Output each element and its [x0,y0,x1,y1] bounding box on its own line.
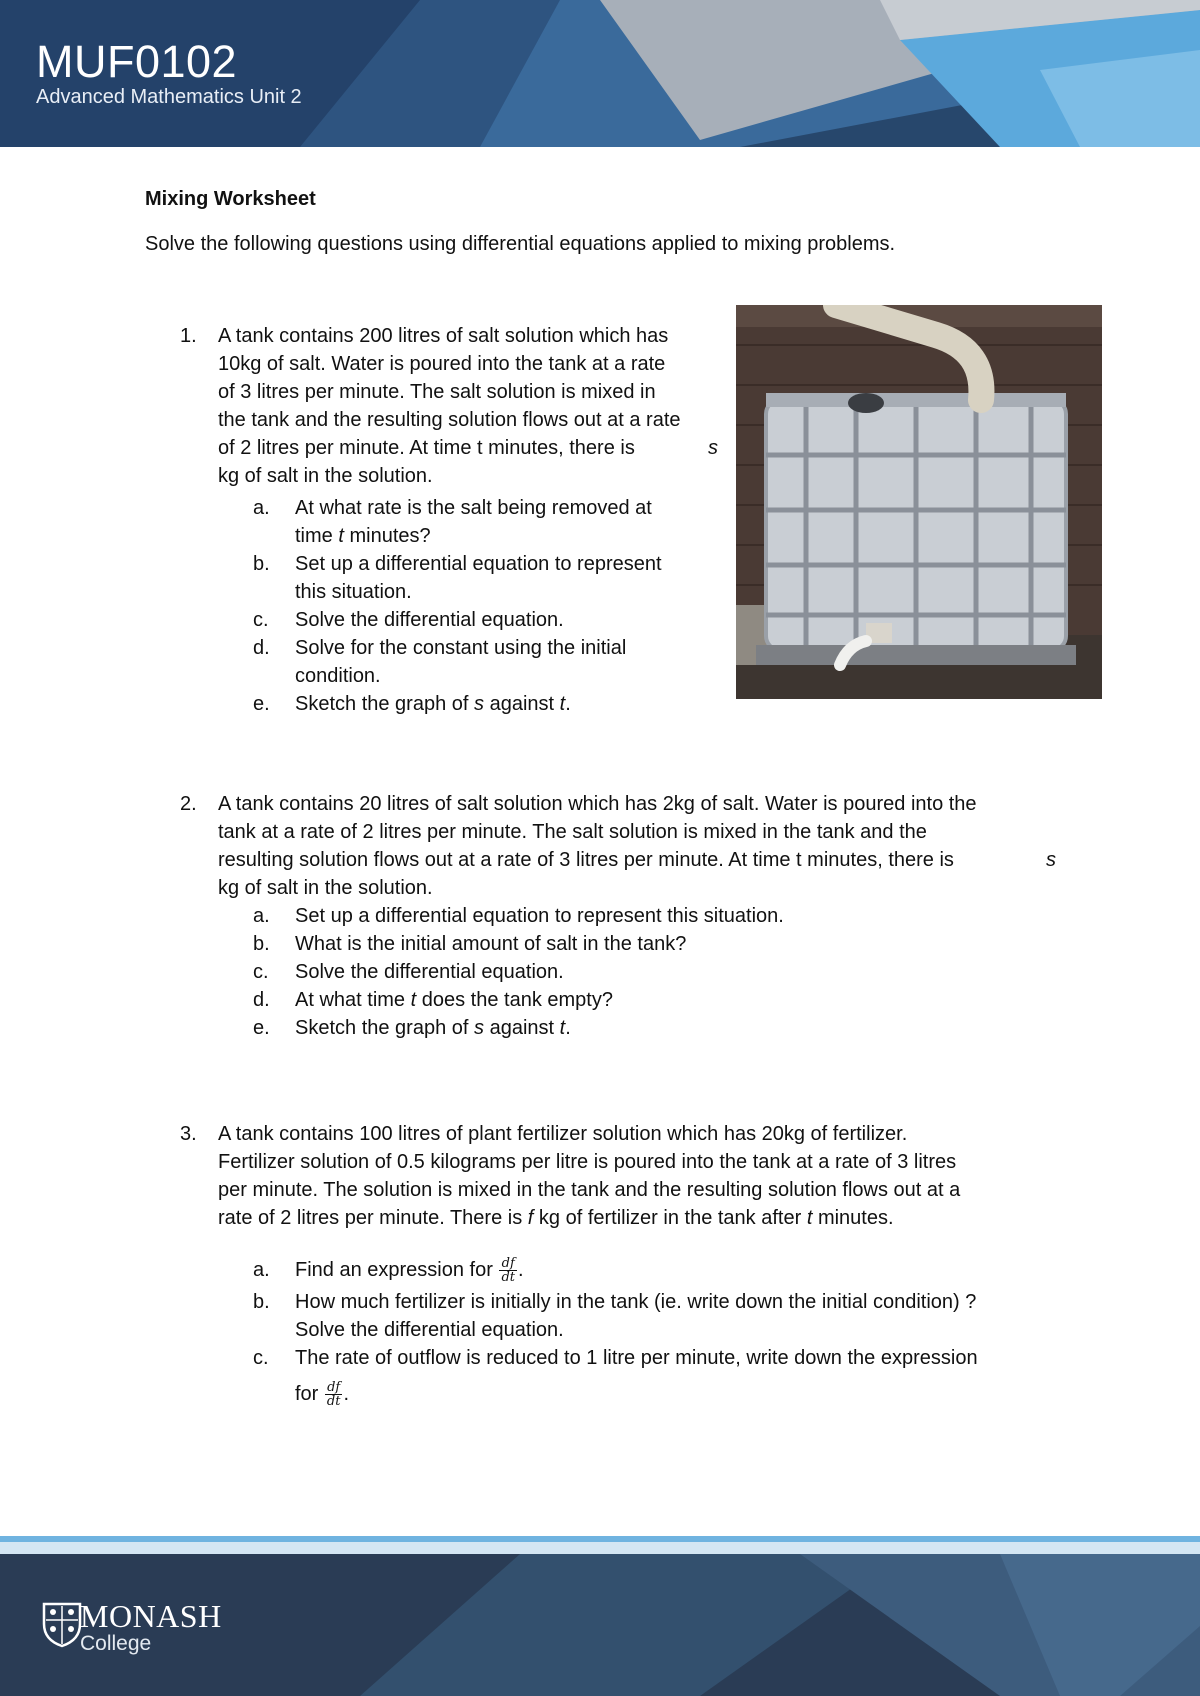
question-line: A tank contains 100 litres of plant fertilizer solution which has 20kg of fertilizer. [218,1123,908,1145]
part-c [253,958,1056,986]
part-letter: a. [253,497,270,519]
part-letter: e. [253,693,270,715]
fraction-df-dt: $\frac{df}{dt}$ [326,1380,341,1410]
question-line: of 3 litres per minute. The salt solution is mixed in [218,381,656,403]
part-text: Set up a differential equation to represent this situation. [295,905,784,927]
question-line: rate of 2 litres per minute. There is f kg of fertilizer in the tank after t minutes. [218,1207,894,1229]
part-a [253,1256,1056,1286]
part-letter: a. [253,1259,270,1281]
question-line: 10kg of salt. Water is poured into the tank at a rate [218,353,666,375]
part-letter: a. [253,905,270,927]
question-line: tank at a rate of 2 litres per minute. The salt solution is mixed in the tank and the [218,821,927,843]
question-line: Fertilizer solution of 0.5 kilograms per litre is poured into the tank at a rate of 3 litres [218,1151,957,1173]
question-line-text: of 2 litres per minute. At time t minutes, there is [218,437,635,459]
part-letter: d. [253,989,270,1011]
part-letter: c. [253,609,269,631]
monash-crest-icon [40,1598,84,1648]
part-a [253,494,718,550]
variable-f: f [527,1207,534,1229]
question-number: 1. [180,325,197,347]
question-1-parts [253,494,718,718]
part-letter: c. [253,1347,269,1370]
part-text: for $\frac{df}{dt}$ . [295,1380,350,1410]
part-e [253,690,718,718]
part-e [253,1014,1056,1042]
question-number: 3. [180,1123,197,1145]
part-c [253,1344,1056,1410]
part-text: condition. [295,665,381,687]
part-letter: d. [253,637,270,659]
variable-t: t [806,1207,813,1229]
question-line: A tank contains 200 litres of salt solution which has [218,325,669,347]
part-d [253,634,718,690]
question-line: A tank contains 20 litres of salt solution which has 2kg of salt. Water is poured into the [218,793,977,815]
logo-wordmark: MONASH [80,1598,222,1634]
question-1 [180,322,718,490]
part-text: At what rate is the salt being removed at [295,497,652,519]
part-text: Sketch the graph of s against t. [295,693,571,715]
part-d [253,986,1056,1014]
part-letter: b. [253,1291,270,1314]
header-banner [0,0,1200,147]
fraction-df-dt: $\frac{df}{dt}$ [501,1256,515,1286]
part-text: Set up a differential equation to represent [295,553,662,575]
worksheet-intro: Solve the following questions using differential equations applied to mixing problems. [145,233,896,255]
tank-photo [736,305,1102,699]
logo-subtitle: College [80,1632,152,1655]
part-text: Solve the differential equation. [295,961,564,983]
part-b [253,1288,1056,1344]
question-line: per minute. The solution is mixed in the tank and the resulting solution flows out at a [218,1179,961,1201]
question-line [218,434,718,462]
question-2 [180,790,1056,902]
course-code: MUF0102 [36,36,238,87]
part-text: this situation. [295,581,412,603]
part-text: Solve the differential equation. [295,609,564,631]
question-2-parts [253,902,1056,1042]
part-b [253,930,1056,958]
question-line: kg of salt in the solution. [218,465,433,487]
part-letter: b. [253,933,270,955]
question-line: the tank and the resulting solution flows out at a rate [218,409,681,431]
worksheet-title: Mixing Worksheet [145,188,316,210]
part-letter: b. [253,553,270,575]
part-text: Sketch the graph of s against t. [295,1017,571,1039]
part-text: What is the initial amount of salt in the tank? [295,933,687,955]
question-3 [180,1120,1056,1232]
question-number: 2. [180,793,197,815]
course-name: Advanced Mathematics Unit 2 [36,86,302,108]
part-c [253,606,718,634]
part-a [253,902,1056,930]
question-line: kg of salt in the solution. [218,877,433,899]
variable-s: s [708,437,718,459]
ibc-tank-illustration [736,305,1102,699]
variable-s: s [1046,849,1056,871]
part-text: Solve for the constant using the initial [295,637,627,659]
part-text: time t minutes? [295,525,431,547]
part-text: At what time t does the tank empty? [295,989,613,1011]
question-3-parts [253,1256,1056,1410]
part-b [253,550,718,606]
part-letter: e. [253,1017,270,1039]
part-letter: c. [253,961,269,983]
part-text: How much fertilizer is initially in the tank (ie. write down the initial condition) ? [295,1291,977,1314]
part-text: The rate of outflow is reduced to 1 litre per minute, write down the expression [295,1347,978,1370]
question-line-text: resulting solution flows out at a rate of 3 litres per minute. At time t minutes, there is [218,849,954,871]
part-text: Solve the differential equation. [295,1319,564,1342]
question-line [218,846,1056,874]
part-text: Find an expression for $\frac{df}{dt}$ . [295,1256,524,1286]
